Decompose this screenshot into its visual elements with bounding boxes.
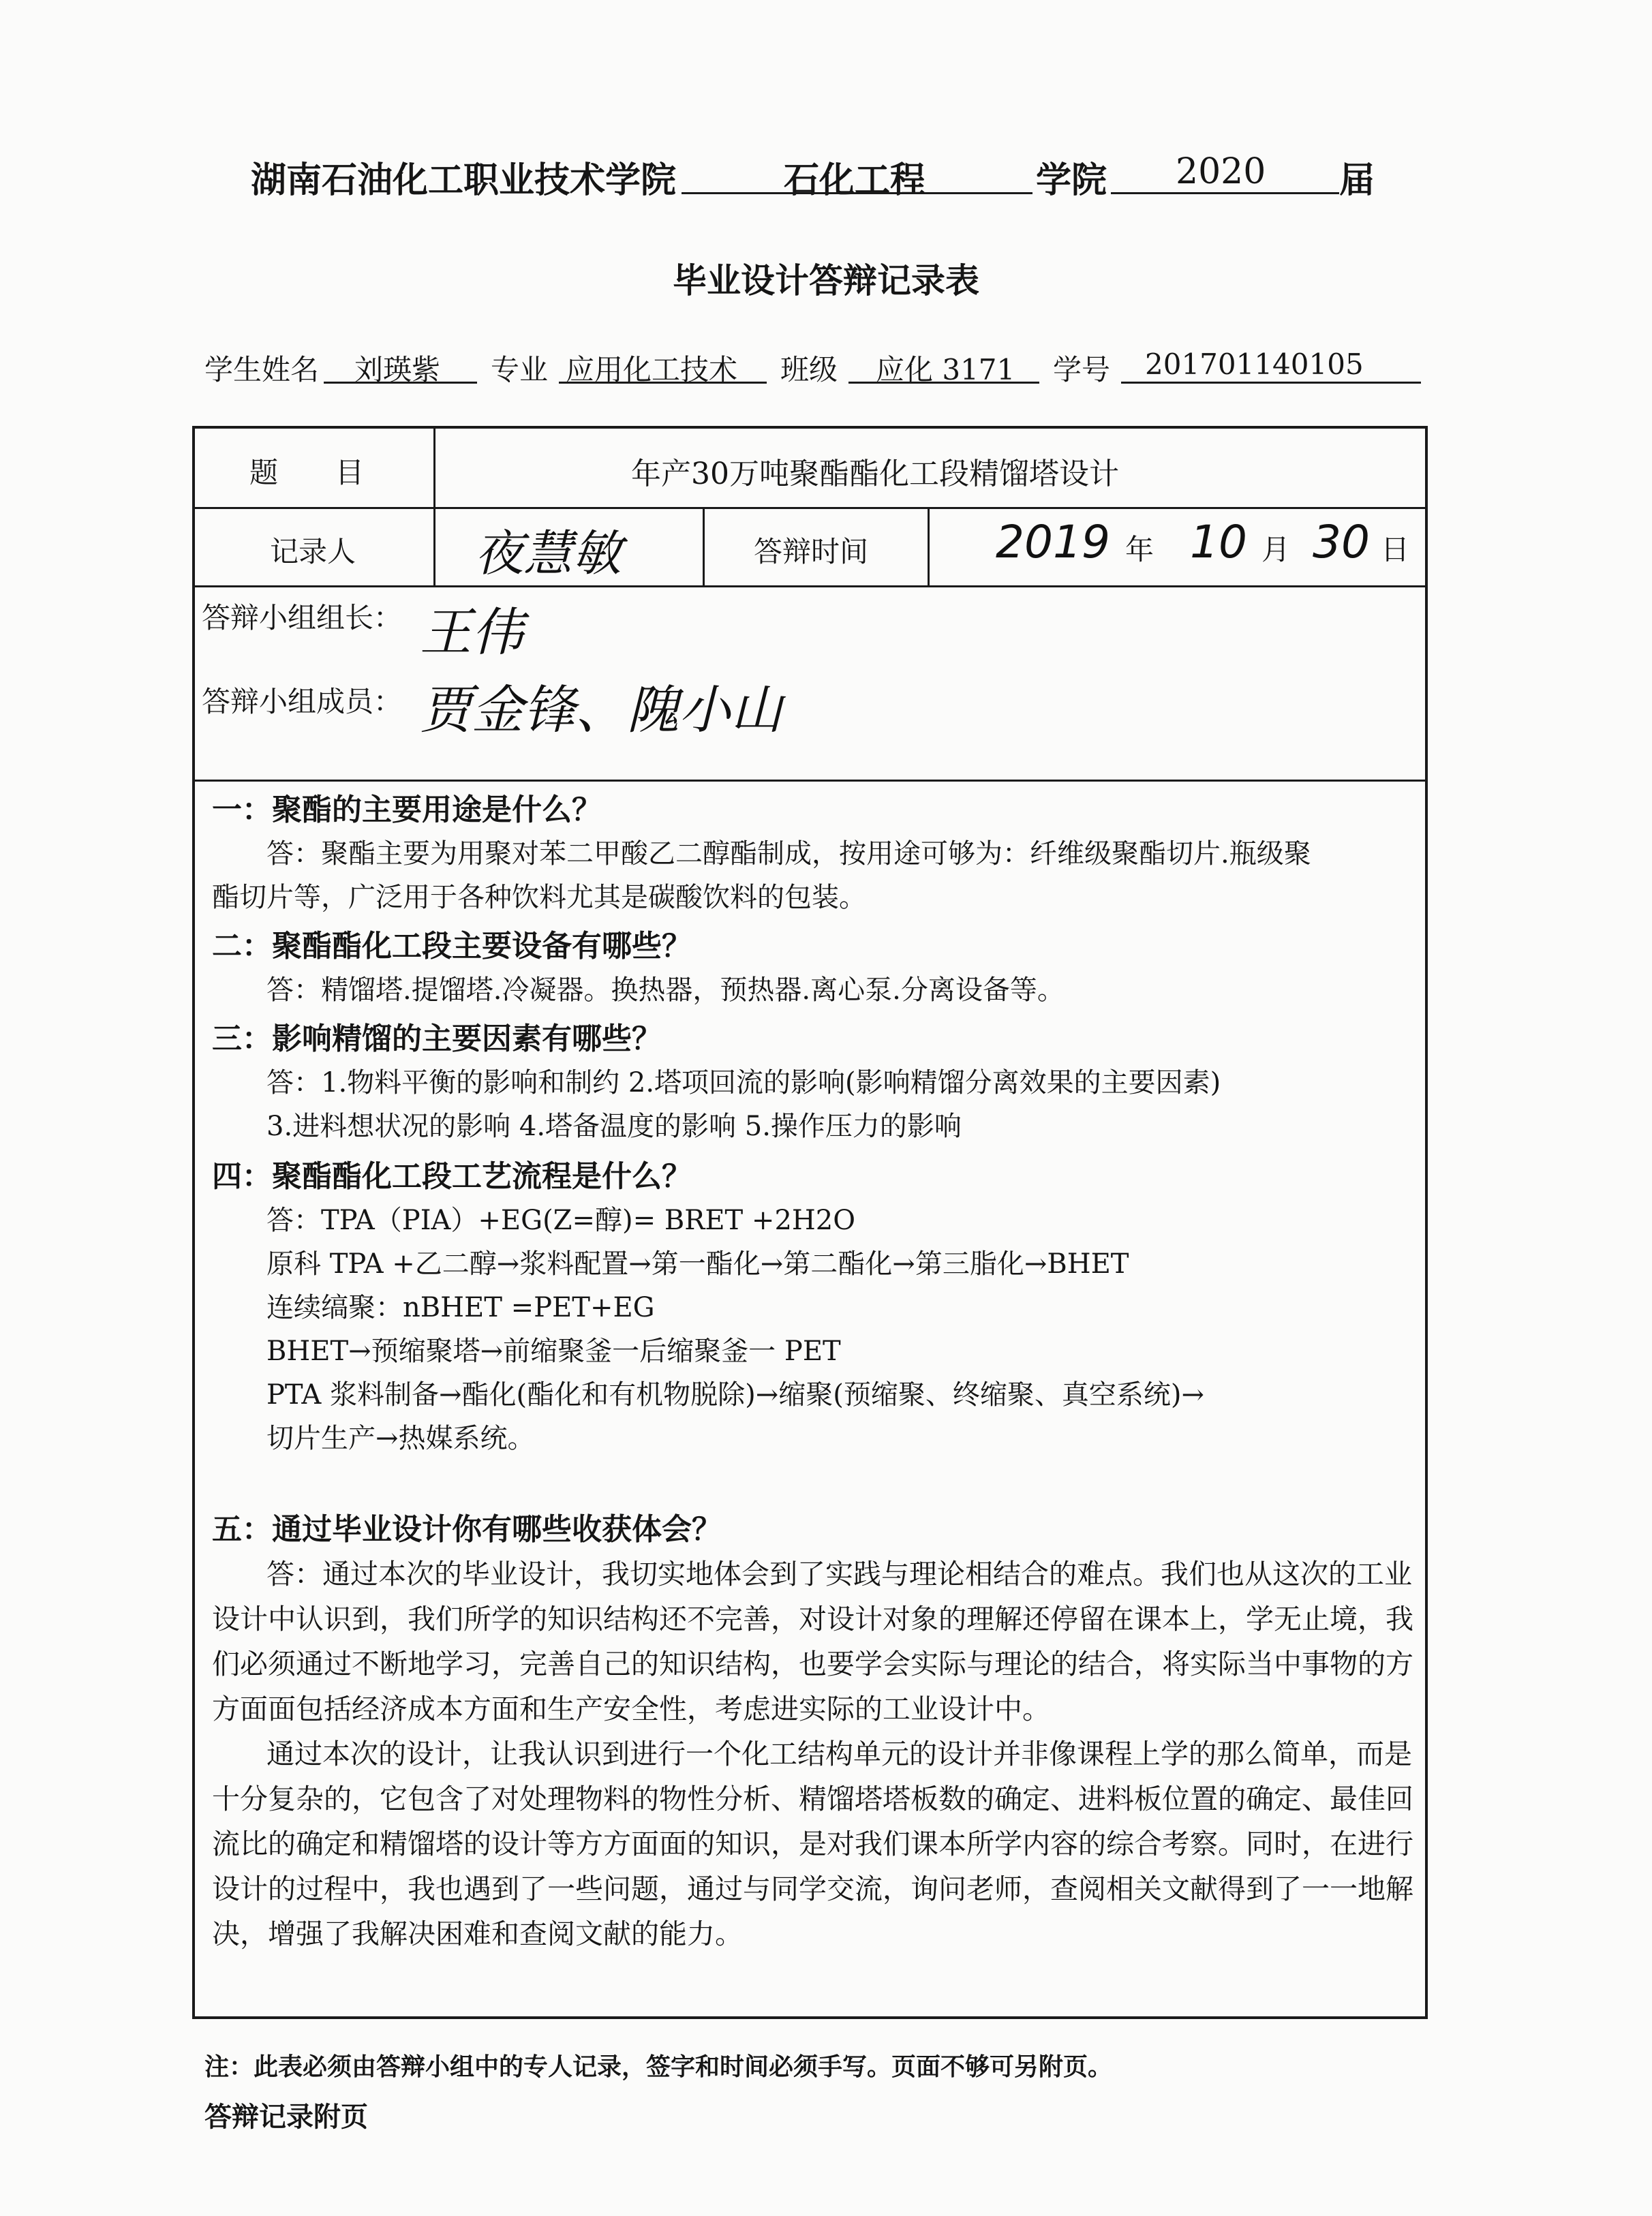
answer-4-line: 答：TPA（PIA）+EG(Z=醇)= BRET +2H2O — [266, 1205, 856, 1236]
day-char: 日 — [1381, 533, 1410, 566]
footer-note: 注：此表必须由答辩小组中的专人记录，签字和时间必须手写。页面不够可另附页。 — [204, 2052, 1113, 2081]
student-id-label: 学号 — [1053, 353, 1111, 386]
student-name-underline — [324, 382, 477, 384]
defense-record-table — [192, 426, 1428, 2019]
answer-3-line: 答：1.物料平衡的影响和制约 2.塔项回流的影响(影响精馏分离效果的主要因素) — [266, 1067, 1221, 1098]
college-label: 学院 — [1036, 159, 1107, 201]
question-4: 四：聚酯酯化工段工艺流程是什么？ — [212, 1159, 692, 1194]
class-value: 应化 3171 — [876, 353, 1015, 386]
student-name-label: 学生姓名 — [204, 353, 320, 386]
recorder-label: 记录人 — [270, 535, 356, 568]
topic-value: 年产30万吨聚酯酯化工段精馏塔设计 — [631, 457, 1119, 491]
department-name: 石化工程 — [784, 159, 926, 201]
major-underline — [559, 382, 767, 384]
answer-5-paragraph-1: 答：通过本次的毕业设计，我切实地体会到了实践与理论相结合的难点。我们也从这次的工业设计中认识到，我们所学的知识结构还不完善，对设计对象的理解还停留在课本上，学无止境，我们必须通过不断地学习，完善自己的知识结构，也要学会实际与理论的结合，将实际当中事物的方方面面包括经济成本方面和生产安全性，考虑进实际的工业设计中。 — [212, 1558, 1413, 1725]
question-5: 五：通过毕业设计你有哪些收获体会？ — [212, 1512, 722, 1547]
appendix-label: 答辩记录附页 — [204, 2101, 368, 2133]
page-title: 毕业设计答辩记录表 — [673, 260, 979, 301]
year-value: 2020 — [1176, 151, 1266, 192]
class-label: 班级 — [780, 353, 838, 386]
question-1: 一：聚酯的主要用途是什么？ — [212, 792, 602, 827]
qa-item — [212, 1017, 1418, 1148]
question-3: 三：影响精馏的主要因素有哪些？ — [212, 1021, 662, 1056]
defense-day: 30 — [1313, 516, 1370, 568]
answer-4-line: BHET→预缩聚塔→前缩聚釜一后缩聚釜一 PET — [266, 1336, 841, 1367]
cohort-label: 届 — [1339, 159, 1375, 201]
school-name: 湖南石油化工职业技术学院 — [251, 159, 677, 201]
year-char: 年 — [1125, 533, 1154, 566]
student-name: 刘瑛紫 — [354, 353, 441, 386]
row-divider — [195, 780, 1425, 782]
answer-1-line: 答：聚酯主要为用聚对苯二甲酸乙二醇酯制成，按用途可够为：纤维级聚酯切片.瓶级聚 — [266, 838, 1311, 870]
major-value: 应用化工技术 — [566, 353, 738, 386]
answer-4-line: 连续缟聚：nBHET =PET+EG — [266, 1292, 655, 1323]
month-char: 月 — [1261, 533, 1291, 566]
question-2: 二：聚酯酯化工段主要设备有哪些？ — [212, 929, 692, 964]
col-divider — [928, 507, 930, 585]
defense-year: 2019 — [996, 516, 1110, 568]
leader-label: 答辩小组组长： — [202, 601, 403, 634]
major-label: 专业 — [491, 353, 549, 386]
row-divider — [195, 585, 1425, 587]
members-signature: 贾金锋、隗小山 — [420, 679, 782, 740]
student-id-underline — [1121, 382, 1421, 384]
answer-2-line: 答：精馏塔.提馏塔.冷凝器。换热器，预热器.离心泵.分离设备等。 — [266, 974, 1065, 1006]
qa-item — [212, 925, 1418, 1012]
qa-item — [212, 788, 1418, 919]
defense-month: 10 — [1190, 516, 1247, 568]
year-underline — [1111, 192, 1339, 194]
answer-4-line: PTA 浆料制备→酯化(酯化和有机物脱除)→缩聚(预缩聚、终缩聚、真空系统)→ — [266, 1379, 1204, 1411]
topic-label: 题 目 — [249, 456, 365, 489]
col-divider — [703, 507, 705, 585]
row-divider — [195, 507, 1425, 509]
class-underline — [848, 382, 1039, 384]
qa-item — [212, 1155, 1418, 1460]
leader-signature: 王伟 — [420, 602, 523, 662]
qa-item — [212, 1508, 1418, 1956]
answer-5-paragraph-2: 通过本次的设计，让我认识到进行一个化工结构单元的设计并非像课程上学的那么简单，而是十分复杂的，它包含了对处理物料的物性分析、精馏塔塔板数的确定、进料板位置的确定、最佳回流比的确定和精馏塔的设计等方方面面的知识，是对我们课本所学内容的综合考察。同时，在进行设计的过程中，我也遇到了一些问题，通过与同学交流，询问老师，查阅相关文献得到了一一地解决，增强了我解决困难和查阅文献的能力。 — [212, 1738, 1413, 1950]
members-label: 答辩小组成员： — [202, 685, 403, 718]
answer-3-line: 3.进料想状况的影响 4.塔备温度的影响 5.操作压力的影响 — [266, 1111, 962, 1142]
answer-4-line: 切片生产→热媒系统。 — [266, 1423, 535, 1454]
col-divider — [433, 429, 435, 585]
answer-4-line: 原科 TPA +乙二醇→浆料配置→第一酯化→第二酯化→第三脂化→BHET — [266, 1248, 1129, 1280]
answer-1-line: 酯切片等，广泛用于各种饮料尤其是碳酸饮料的包装。 — [212, 882, 866, 913]
student-id: 201701140105 — [1145, 348, 1364, 381]
department-underline — [682, 192, 1032, 194]
defense-time-label: 答辩时间 — [754, 535, 869, 568]
recorder-signature: 夜慧敏 — [474, 525, 622, 582]
